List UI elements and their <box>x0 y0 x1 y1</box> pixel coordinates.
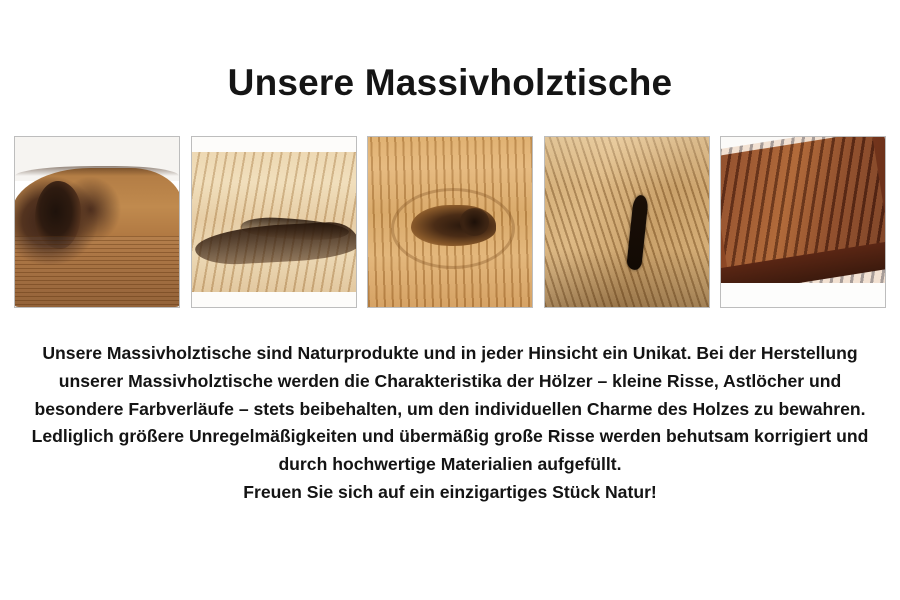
photo-ash-board-live-edge <box>191 136 357 308</box>
page-title: Unsere Massivholztische <box>227 62 673 103</box>
description-paragraph-2: Freuen Sie sich auf ein einzigartiges Stück Natur! <box>243 481 657 502</box>
description-text <box>22 340 878 507</box>
photo-burl-slab-edge <box>14 136 180 308</box>
photo-crack-detail <box>544 136 710 308</box>
image-gallery <box>14 136 886 308</box>
photo-knot-detail <box>367 136 533 308</box>
photo-rosewood-corner <box>720 136 886 308</box>
description-paragraph-1: Unsere Massivholztische sind Naturprodukte und in jeder Hinsicht ein Unikat. Bei der Herstellung unserer Massivholztische werden die Charakteristika der Hölzer – kleine Risse, Astlöcher und besondere Farbverläufe – stets beibehalten, um den individuellen Charme des Holzes zu bewahren. Ledliglich größere Unregelmäßigkeiten und übermäßig große Risse werden behutsam korrigiert und durch hochwertige Materialien aufgefüllt. <box>31 343 869 475</box>
